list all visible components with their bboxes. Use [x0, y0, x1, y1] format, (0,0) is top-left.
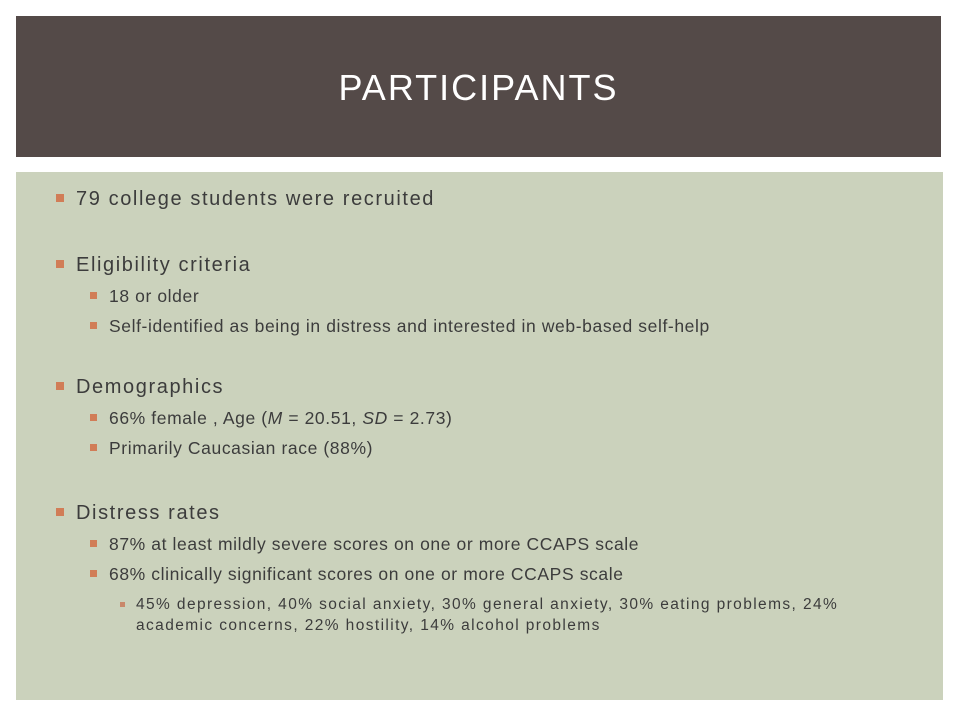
- square-bullet-icon: [90, 322, 97, 329]
- square-bullet-icon: [120, 602, 125, 607]
- bullet-text-pre: 66% female , Age (: [109, 408, 268, 428]
- sub-bullet-race: [90, 438, 373, 459]
- bullet-text: 45% depression, 40% social anxiety, 30% general anxiety, 30% eating problems, 24% academic concerns, 22% hostility, 14% alcohol problems: [136, 596, 839, 634]
- bullet-text: Demographics: [76, 376, 225, 398]
- square-bullet-icon: [90, 570, 97, 577]
- bullet-text: Distress rates: [76, 502, 221, 524]
- bullet-text: 68% clinically significant scores on one or more CCAPS scale: [109, 564, 624, 584]
- bullet-text: 87% at least mildly severe scores on one or more CCAPS scale: [109, 534, 640, 554]
- sub-bullet-clinical: [90, 564, 624, 585]
- bullet-text: Self-identified as being in distress and interested in web-based self-help: [109, 316, 710, 336]
- mean-label: M: [267, 408, 283, 428]
- bullet-demographics: [56, 376, 224, 399]
- square-bullet-icon: [56, 260, 64, 268]
- square-bullet-icon: [90, 540, 97, 547]
- square-bullet-icon: [90, 444, 97, 451]
- mean-value: = 20.51,: [282, 408, 363, 428]
- square-bullet-icon: [90, 414, 97, 421]
- square-bullet-icon: [56, 508, 64, 516]
- sub-bullet-distress-selfid: [90, 316, 710, 337]
- square-bullet-icon: [56, 194, 64, 202]
- bullet-text: 79 college students were recruited: [76, 188, 436, 210]
- bullet-recruited: [56, 188, 435, 211]
- square-bullet-icon: [56, 382, 64, 390]
- bullet-text: Eligibility criteria: [76, 254, 252, 276]
- bullet-text: Primarily Caucasian race (88%): [109, 438, 374, 458]
- sub-bullet-age: [90, 286, 199, 307]
- slide-title: PARTICIPANTS: [338, 66, 619, 108]
- bullet-eligibility: [56, 254, 251, 277]
- square-bullet-icon: [90, 292, 97, 299]
- sd-label: SD: [362, 408, 388, 428]
- bullet-text: 18 or older: [109, 286, 200, 306]
- sd-value: = 2.73): [387, 408, 453, 428]
- sub-bullet-gender-age: [90, 408, 452, 429]
- content-panel: [16, 172, 943, 700]
- sub-sub-bullet-breakdown: [136, 594, 876, 636]
- title-bar: [16, 16, 941, 157]
- sub-bullet-mild: [90, 534, 639, 555]
- bullet-distress-rates: [56, 502, 221, 525]
